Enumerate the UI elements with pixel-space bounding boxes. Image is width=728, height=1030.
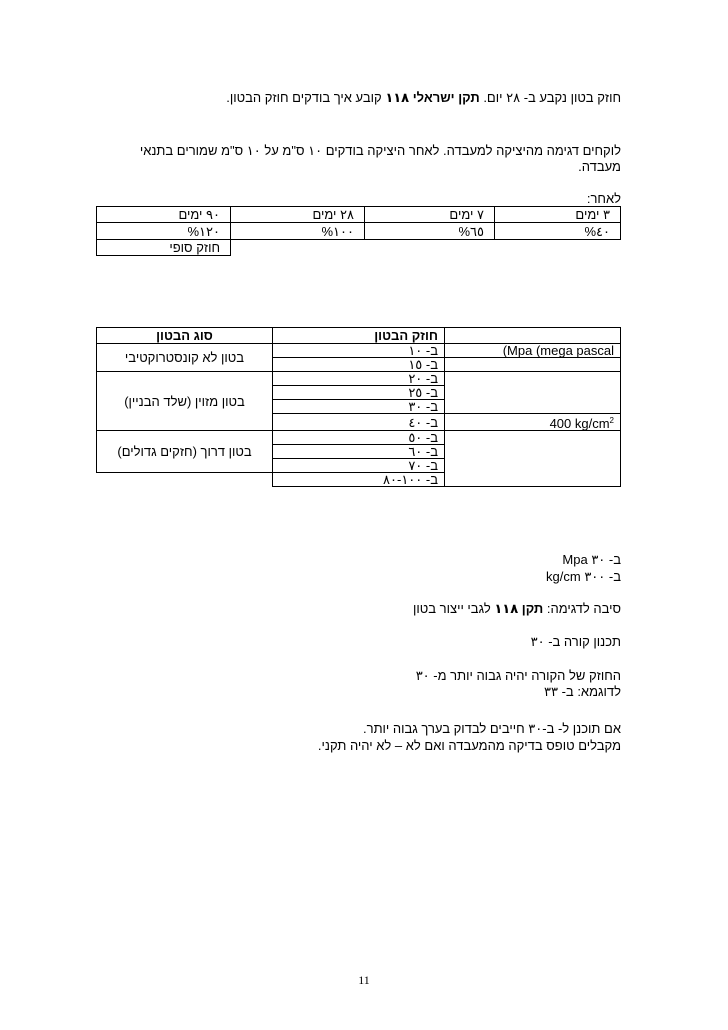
page-number: 11 <box>358 973 370 987</box>
strength-value: ב- ٢٠ <box>273 372 445 386</box>
days-cell: ٢٨ ימים <box>231 207 365 223</box>
after-label: לאחר: <box>586 191 621 206</box>
check-line-1: אם תוכנן ל- ב-٣٠ חייבים לבדוק בערך גבוה יותר. <box>363 721 621 736</box>
strength-header: חוזק הבטון <box>273 328 445 344</box>
table-row <box>97 431 621 445</box>
kg-line: ב- ٣٠٠ kg/cm <box>546 569 621 584</box>
strength-value: ב- ٣٠ <box>273 400 445 414</box>
strength-value: ב- ١٠ <box>273 344 445 358</box>
intro-prefix: חוזק בטון נקבע ב- ٢٨ יום. <box>483 90 621 105</box>
days-cell: ٩٠ ימים <box>97 207 231 223</box>
percent-cell: ١٢٠% <box>97 223 231 240</box>
final-strength-row <box>97 240 621 256</box>
check-line-2: מקבלים טופס בדיקה מהמעבדה ואם לא – לא יהיה תקני. <box>317 738 621 753</box>
percent-cell: ١٠٠% <box>231 223 365 240</box>
type-header: סוג הבטון <box>97 328 273 344</box>
mpa-line: ב- ٣٠ Mpa <box>562 552 621 567</box>
final-strength-label: חוזק סופי <box>97 240 231 256</box>
concrete-type: בטון לא קונסטרוקטיבי <box>97 344 273 372</box>
unit-header-cell <box>445 328 621 344</box>
reason-standard: תקן ١١٨ <box>494 601 544 616</box>
days-percentage-table <box>96 206 621 256</box>
example-line: לדוגמא: ב- ٣٣ <box>544 684 621 699</box>
reason-prefix: סיבה לדגימה: <box>546 601 621 616</box>
table-row <box>97 372 621 386</box>
beam-strength-line: החוזק של הקורה יהיה גבוה יותר מ- ٣٠ <box>415 668 621 683</box>
sampling-line-2: מעבדה. <box>578 159 621 174</box>
days-row <box>97 207 621 223</box>
table-row <box>97 344 621 358</box>
strength-value: ב- ٢٥ <box>273 386 445 400</box>
intro-standard: תקן ישראלי ١١٨ <box>385 90 480 105</box>
strength-value: ב- ٥٠ <box>273 431 445 445</box>
strength-value: ב- ١٠٠-٨٠ <box>273 473 445 487</box>
unit-kg-cm2: 400 $kg/cm^2$ <box>445 414 621 431</box>
intro-line <box>226 90 621 106</box>
concrete-type: בטון מזוין (שלד הבניין) <box>97 372 273 431</box>
percent-cell: ٤٠% <box>495 223 621 240</box>
percent-cell: ٦٥% <box>365 223 495 240</box>
strength-value: ב- ٧٠ <box>273 459 445 473</box>
strength-value: ב- ٦٠ <box>273 445 445 459</box>
strength-table-header <box>97 328 621 344</box>
unit-mpa: (Mpa (mega pascal <box>445 344 621 358</box>
strength-value: ב- ١٥ <box>273 358 445 372</box>
days-cell: ٧ ימים <box>365 207 495 223</box>
percent-row <box>97 223 621 240</box>
concrete-strength-table <box>96 327 621 487</box>
days-cell: ٣ ימים <box>495 207 621 223</box>
reason-suffix: לגבי ייצור בטון <box>413 601 491 616</box>
concrete-type: בטון דרוך (חזקים גדולים) <box>97 431 273 473</box>
intro-suffix: קובע איך בודקים חוזק הבטון. <box>226 90 382 105</box>
beam-design-line: תכנון קורה ב- ٣٠ <box>530 634 621 649</box>
reason-line <box>413 601 621 617</box>
sampling-line-1: לוקחים דגימה מהיציקה למעבדה. לאחר היציקה בודקים ١٠ ס"מ על ١٠ ס"מ שמורים בתנאי <box>139 143 621 158</box>
strength-value: ב- ٤٠ <box>273 414 445 431</box>
